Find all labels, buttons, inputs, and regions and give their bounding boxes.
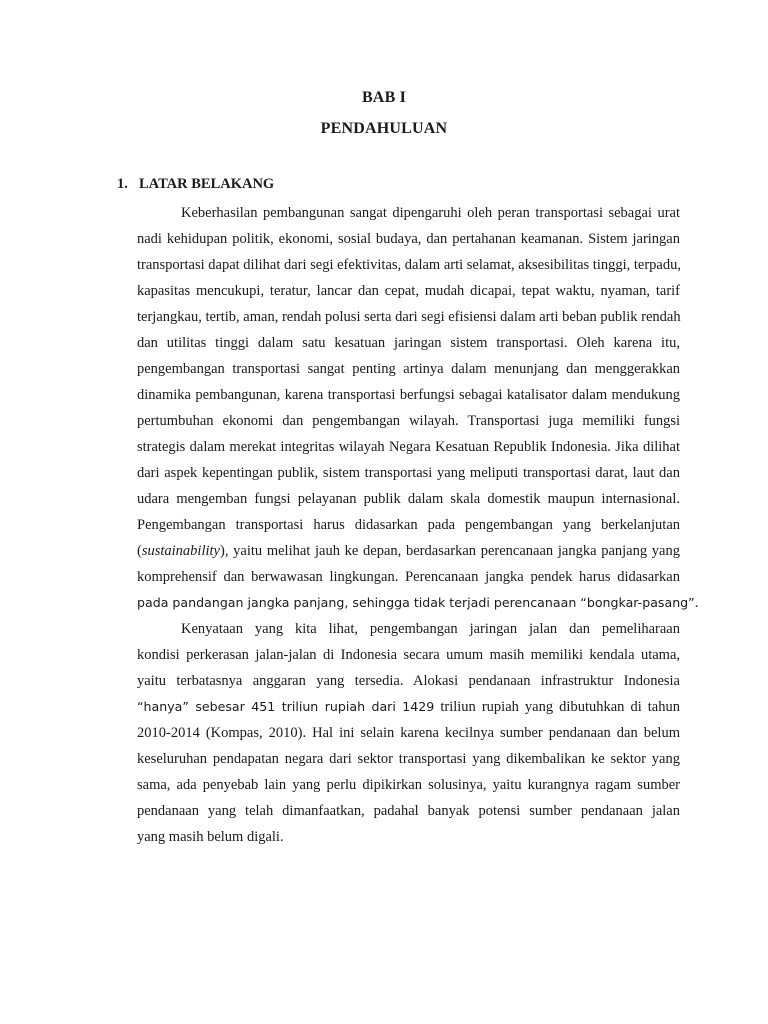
paragraph-line: Keberhasilan pembangunan sangat dipengaruhi oleh peran transportasi sebagai urat <box>181 205 680 221</box>
sans-text: “hanya” sebesar 451 triliun rupiah dari 1429 <box>137 699 435 714</box>
line-rest: triliun rupiah yang dibutuhkan di tahun <box>434 699 680 715</box>
sans-text: pada pandangan jangka panjang, sehingga tidak terjadi perencanaan “bongkar-pasang” <box>137 595 695 610</box>
paragraph-line: keseluruhan pendapatan negara dari sektor transportasi yang dikembalikan ke sektor yang <box>137 751 680 767</box>
paragraph-line: Pengembangan transportasi harus didasarkan pada pengembangan yang berkelanjutan <box>137 517 680 533</box>
paragraph-line: sama, ada penyebab lain yang perlu dipikirkan solusinya, yaitu kurangnya ragam sumber <box>137 777 680 793</box>
line-end: . <box>694 595 699 611</box>
paragraph-line: udara mengemban fungsi pelayanan publik dalam skala domestik maupun internasional. <box>137 491 680 507</box>
paragraph-line: transportasi dapat dilihat dari segi efektivitas, dalam arti selamat, aksesibilitas tinggi, terpadu, <box>137 257 681 273</box>
paragraph-line: pendanaan yang telah dimanfaatkan, padahal banyak potensi sumber pendanaan jalan <box>137 803 680 819</box>
paren-open: ( <box>137 543 142 559</box>
paragraph-line: komprehensif dan berwawasan lingkungan. Perencanaan jangka pendek harus didasarkan <box>137 569 680 585</box>
paragraph-line: pertumbuhan ekonomi dan pengembangan wilayah. Transportasi juga memiliki fungsi <box>137 413 680 429</box>
paragraph-line: dan utilitas tinggi dalam satu kesatuan jaringan sistem transportasi. Oleh karena itu, <box>137 335 680 351</box>
paragraph-line: Kenyataan yang kita lihat, pengembangan jaringan jalan dan pemeliharaan <box>181 621 680 637</box>
paragraph-line: strategis dalam merekat integritas wilayah Negara Kesatuan Republik Indonesia. Jika dilihat <box>137 439 680 455</box>
paragraph-line: yang masih belum digali. <box>137 829 284 845</box>
line-rest: ), yaitu melihat jauh ke depan, berdasarkan perencanaan jangka panjang yang <box>220 543 680 559</box>
paragraph-line: kondisi perkerasan jalan-jalan di Indonesia secara umum masih memiliki kendala utama, <box>137 647 680 663</box>
chapter-number: BAB I <box>361 89 407 106</box>
paragraph-line <box>137 698 680 716</box>
section-title: LATAR BELAKANG <box>139 176 275 192</box>
italic-term: sustainability <box>141 543 220 559</box>
paragraph-line: 2010-2014 (Kompas, 2010). Hal ini selain karena kecilnya sumber pendanaan dan belum <box>137 725 680 741</box>
section-heading <box>117 176 274 193</box>
paragraph-line <box>137 542 680 560</box>
section-number: 1. <box>117 176 128 192</box>
paragraph-line: nadi kehidupan politik, ekonomi, sosial budaya, dan pertahanan keamanan. Sistem jaringan <box>137 231 680 247</box>
paragraph-line <box>137 594 699 612</box>
paragraph-line: dinamika pembangunan, karena transportasi berfungsi sebagai katalisator dalam mendukung <box>137 387 680 403</box>
chapter-title: PENDAHULUAN <box>320 120 448 137</box>
paragraph-line: kapasitas mencukupi, teratur, lancar dan cepat, mudah dicapai, tepat waktu, nyaman, tarif <box>137 283 680 299</box>
paragraph-line: pengembangan transportasi sangat penting artinya dalam menunjang dan menggerakkan <box>137 361 680 377</box>
paragraph-line: dari aspek kepentingan publik, sistem transportasi yang meliputi transportasi darat, laut dan <box>137 465 680 481</box>
paragraph-line: yaitu terbatasnya anggaran yang tersedia. Alokasi pendanaan infrastruktur Indonesia <box>137 673 680 689</box>
paragraph-line: terjangkau, tertib, aman, rendah polusi serta dari segi efisiensi dalam arti beban publik rendah <box>137 309 681 325</box>
